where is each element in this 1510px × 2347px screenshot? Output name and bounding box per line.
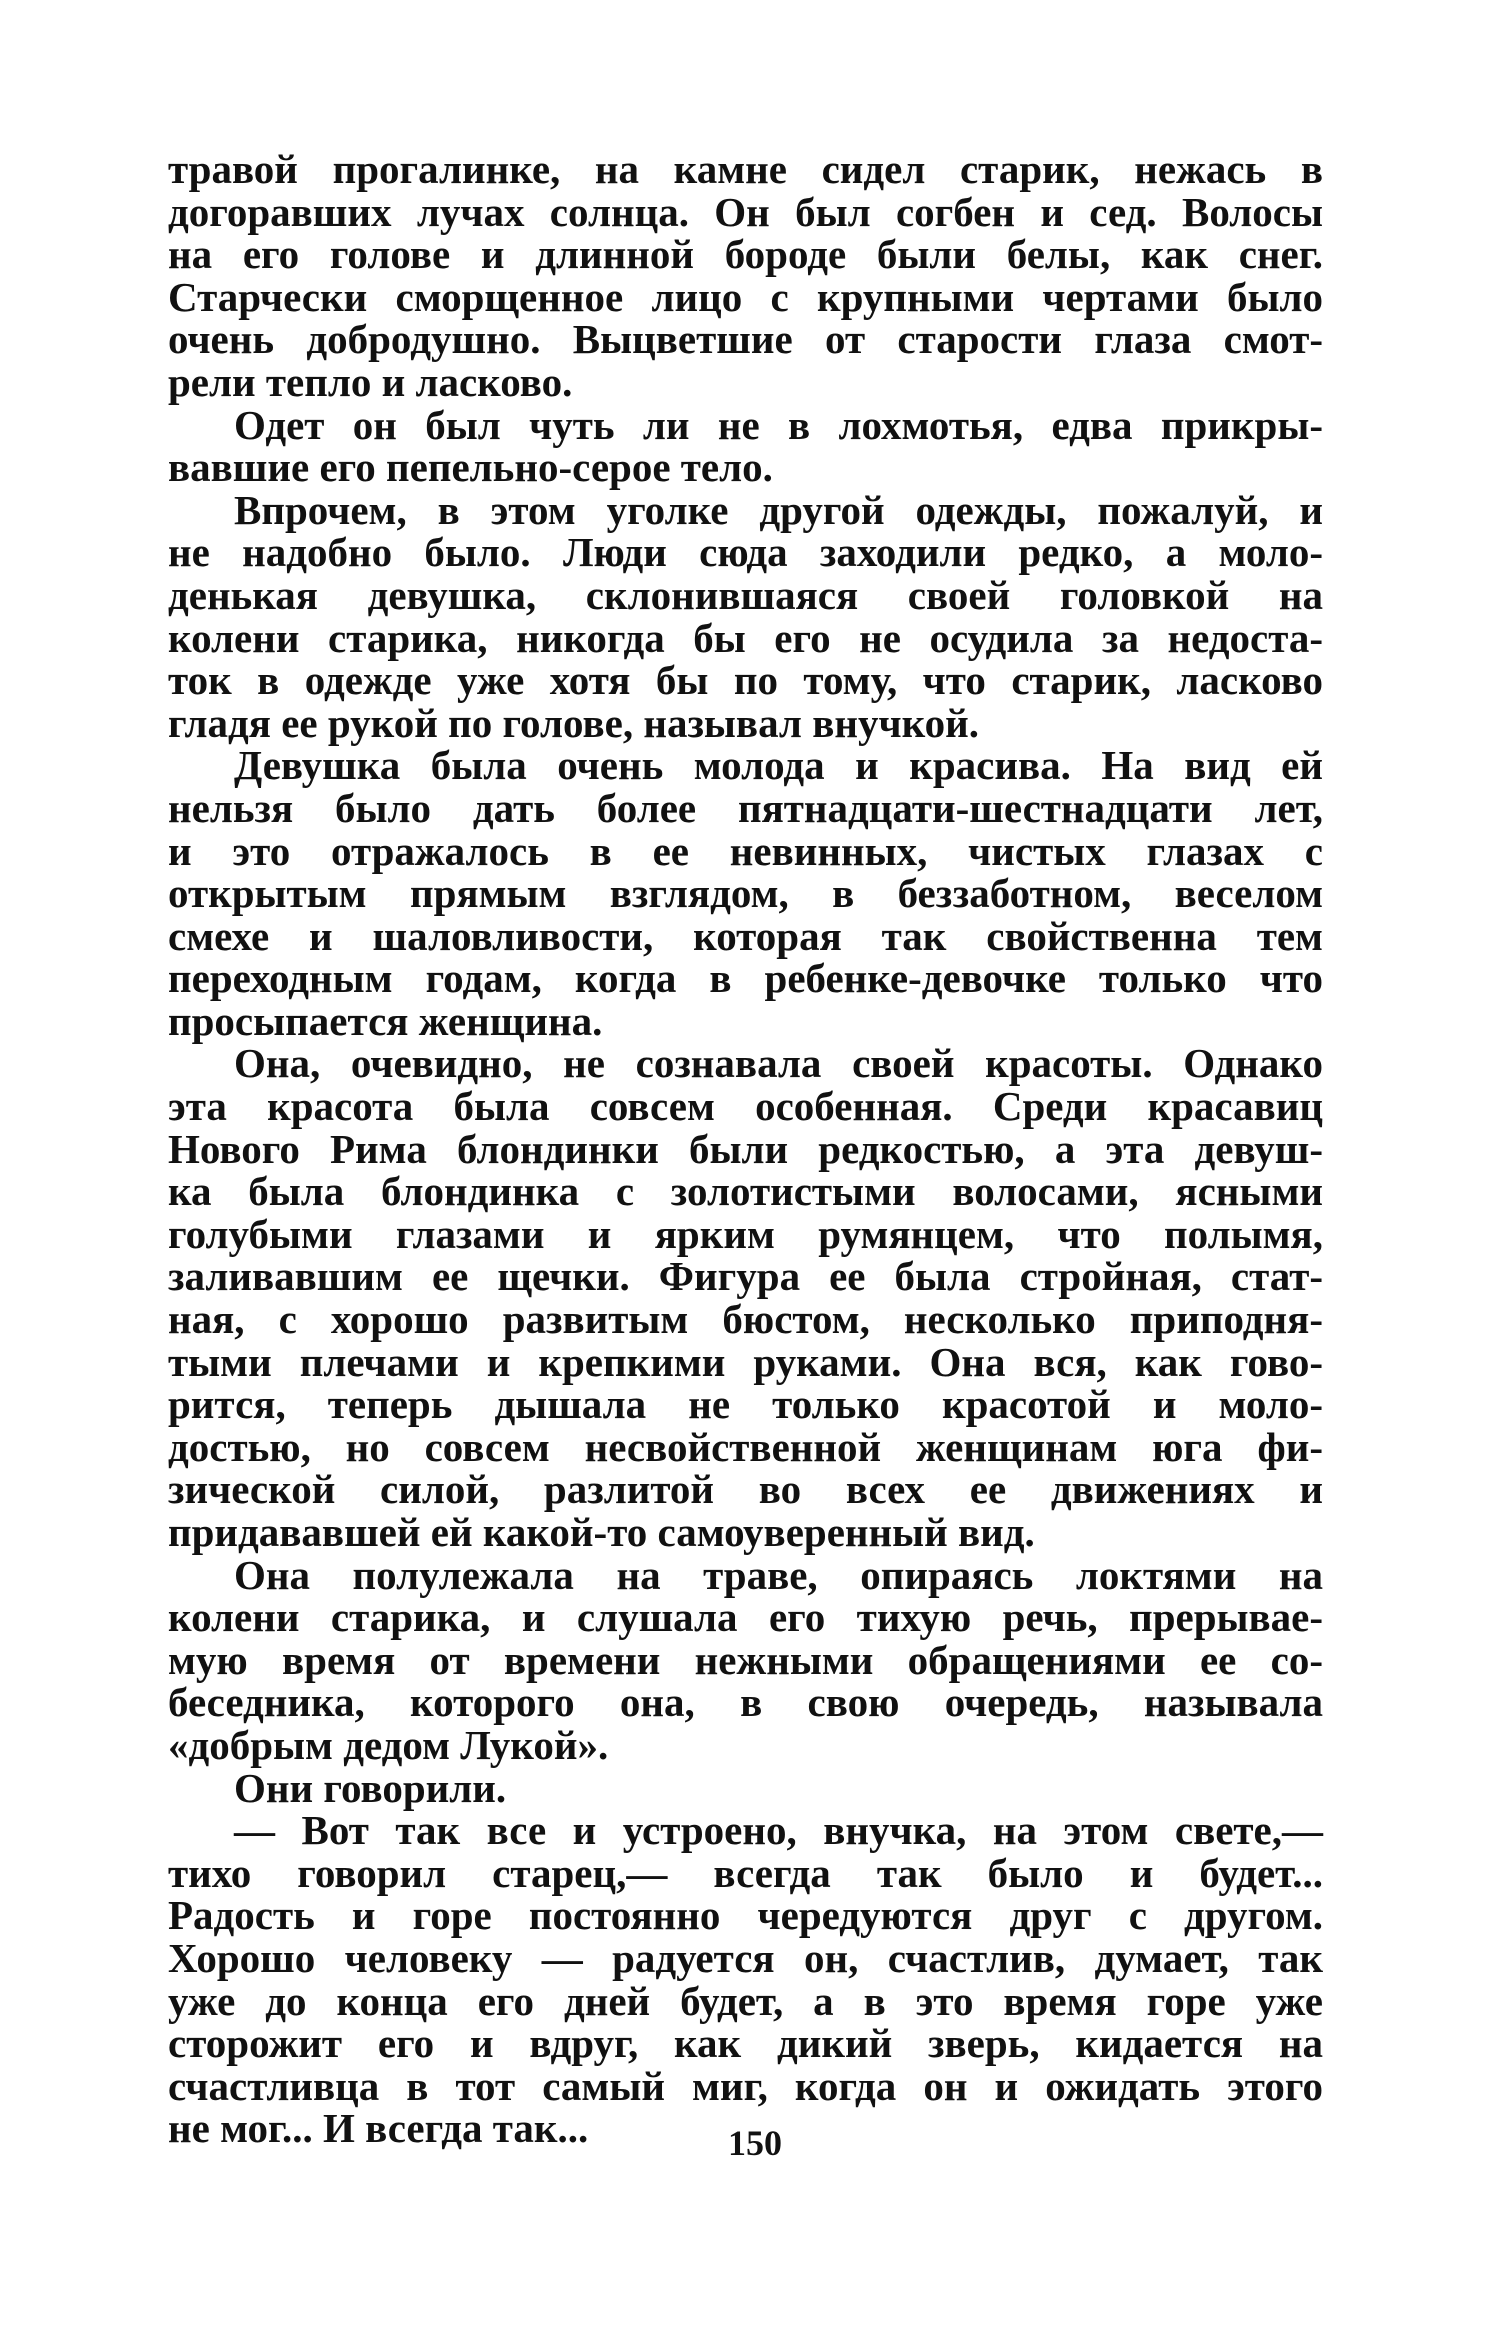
text-line: нельзя было дать более пятнадцати-шестнадцати лет, <box>168 784 1323 831</box>
text-line: смехе и шаловливости, которая так свойственна тем <box>168 912 1323 959</box>
text-line: рели тепло и ласково. <box>168 358 573 405</box>
text-line: очень добродушно. Выцветшие от старости глаза смот- <box>168 316 1323 363</box>
text-line: колени старика, никогда бы его не осудила за недоста- <box>168 614 1323 661</box>
paragraph <box>168 401 1323 491</box>
text-line: Хорошо человеку — радуется он, счастлив, думает, так <box>168 1934 1323 1981</box>
text-line: травой прогалинке, на камне сидел старик, нежась в <box>168 146 1323 192</box>
text-line: денькая девушка, склонившаяся своей головкой на <box>168 571 1323 618</box>
text-line: Она полулежала на траве, опираясь локтями на <box>234 1551 1323 1598</box>
text-line: переходным годам, когда в ребенке-девочке только что <box>168 955 1323 1002</box>
text-line: Девушка была очень молода и красива. На вид ей <box>234 742 1323 789</box>
text-line: Радость и горе постоянно чередуются друг с другом. <box>168 1892 1323 1939</box>
text-line: рится, теперь дышала не только красотой и моло- <box>168 1381 1323 1428</box>
text-line: догоравших лучах солнца. Он был согбен и сед. Волосы <box>168 188 1323 235</box>
text-line: «добрым дедом Лукой». <box>168 1721 609 1768</box>
text-line: открытым прямым взглядом, в беззаботном, веселом <box>168 870 1323 917</box>
text-line: колени старика, и слушала его тихую речь, прерывае- <box>168 1594 1323 1641</box>
text-line: вавшие его пепельно-серое тело. <box>168 444 773 491</box>
text-line: мую время от времени нежными обращениями ее со- <box>168 1636 1323 1683</box>
text-line: Она, очевидно, не сознавала своей красоты. Однако <box>234 1040 1323 1087</box>
text-line: тихо говорил старец,— всегда так было и будет... <box>168 1849 1323 1896</box>
paragraph <box>168 744 1323 1042</box>
text-line: Они говорили. <box>234 1764 507 1811</box>
text-line: просыпается женщина. <box>168 997 603 1044</box>
text-line: на его голове и длинной бороде были белы, как снег. <box>168 231 1323 278</box>
text-line: Старчески сморщенное лицо с крупными чертами было <box>168 273 1323 320</box>
text-line: зической силой, разлитой во всех ее движениях и <box>168 1466 1323 1513</box>
text-line: заливавшим ее щечки. Фигура ее была стройная, стат- <box>168 1253 1323 1300</box>
text-line: гладя ее рукой по голове, называл внучкой. <box>168 699 980 746</box>
paragraph <box>168 1042 1323 1553</box>
text-line: голубыми глазами и ярким румянцем, что полымя, <box>168 1210 1323 1257</box>
text-line: ка была блондинка с золотистыми волосами, ясными <box>168 1168 1323 1215</box>
page-number: 150 <box>728 2123 782 2163</box>
text-line: сторожит его и вдруг, как дикий зверь, кидается на <box>168 2020 1323 2067</box>
text-line: не мог... И всегда так... <box>168 2105 589 2152</box>
text-line: Нового Рима блондинки были редкостью, а эта девуш- <box>168 1125 1323 1172</box>
text-line: не надобно было. Люди сюда заходили редко, а моло- <box>168 529 1323 576</box>
body-text <box>168 148 1323 2150</box>
paragraph <box>168 486 1323 746</box>
text-line: ток в одежде уже хотя бы по тому, что старик, ласково <box>168 657 1323 704</box>
text-line: эта красота была совсем особенная. Среди красавиц <box>168 1083 1323 1130</box>
text-line: уже до конца его дней будет, а в это время горе уже <box>168 1977 1323 2024</box>
text-line: — Вот так все и устроено, внучка, на этом свете,— <box>234 1807 1323 1854</box>
text-line: ная, с хорошо развитым бюстом, несколько приподня- <box>168 1296 1323 1343</box>
paragraph <box>168 148 1323 404</box>
text-line: придававшей ей какой-то самоуверенный вид. <box>168 1509 1035 1555</box>
text-line: беседника, которого она, в свою очередь, называла <box>168 1679 1323 1726</box>
paragraph <box>168 1809 1323 2150</box>
paragraph <box>168 1551 1323 1768</box>
text-line: достью, но совсем несвойственной женщинам юга фи- <box>168 1423 1323 1470</box>
text-line: Впрочем, в этом уголке другой одежды, пожалуй, и <box>234 486 1323 533</box>
text-line: и это отражалось в ее невинных, чистых глазах с <box>168 827 1323 874</box>
paragraph <box>168 1764 1323 1811</box>
text-line: тыми плечами и крепкими руками. Она вся, как гово- <box>168 1338 1323 1385</box>
text-line: счастливца в тот самый миг, когда он и ожидать этого <box>168 2062 1323 2109</box>
text-line: Одет он был чуть ли не в лохмотья, едва прикры- <box>234 401 1323 448</box>
